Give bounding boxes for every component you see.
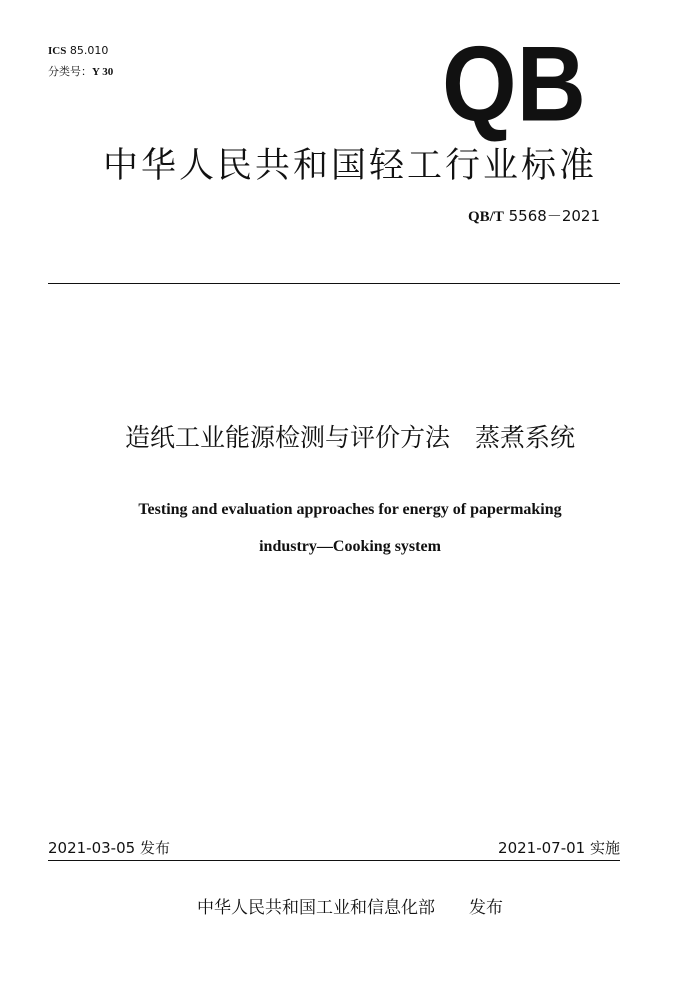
classification-label: 分类号：: [48, 65, 92, 78]
standard-title-chinese: 造纸工业能源检测与评价方法 蒸煮系统: [124, 423, 575, 452]
standard-category-title: 中华人民共和国轻工行业标准: [102, 146, 597, 186]
header-divider: [48, 283, 620, 284]
standard-title-english-line1: Testing and evaluation approaches for energy of papermaking: [138, 501, 562, 518]
ics-code: [48, 44, 108, 58]
logo-lettering: QB: [442, 25, 586, 144]
standard-number-value: 5568－2021: [508, 207, 600, 225]
classification-value: Y 30: [92, 66, 114, 78]
standard-title-english-line2: industry—Cooking system: [259, 538, 441, 555]
ics-value: 85.010: [69, 44, 109, 57]
issue-date: 2021-03-05 发布: [48, 839, 170, 857]
footer-divider: [48, 860, 620, 861]
publisher: 中华人民共和国工业和信息化部 发布: [197, 898, 503, 918]
standard-number: [468, 206, 600, 227]
classification-code: [48, 65, 113, 79]
qb-logo: [440, 25, 588, 144]
implementation-date: 2021-07-01 实施: [498, 839, 620, 857]
standard-number-prefix: QB/T: [468, 209, 504, 225]
ics-label: ICS: [48, 45, 67, 57]
